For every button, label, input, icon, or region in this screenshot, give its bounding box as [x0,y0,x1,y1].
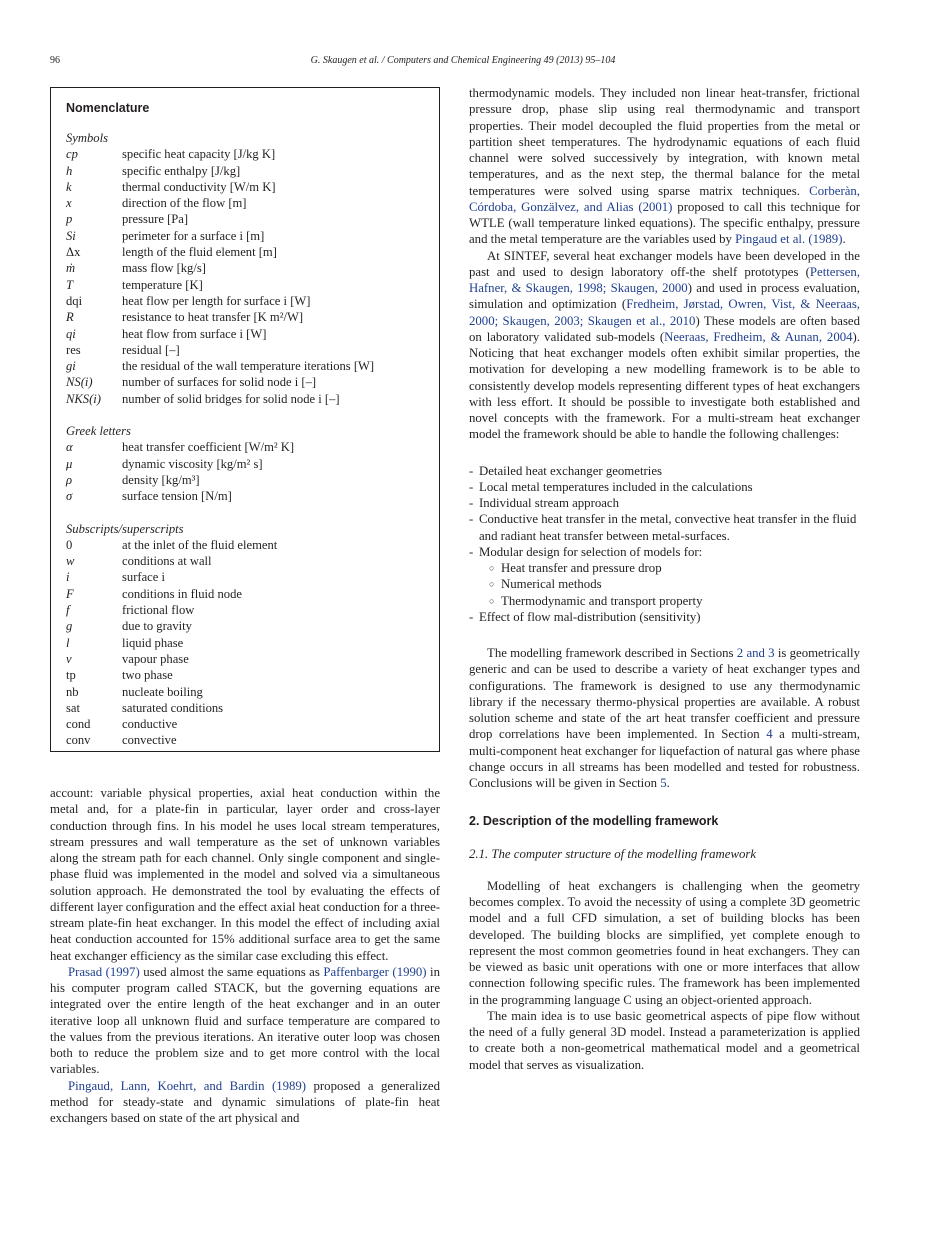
nomenclature-symbol: NS(i) [66,375,93,390]
nomenclature-description: convective [122,733,177,748]
nomenclature-description: direction of the flow [m] [122,196,247,211]
nomenclature-row [66,374,424,390]
sublist-item: ○ Heat transfer and pressure drop [489,561,662,575]
nomenclature-description: two phase [122,668,173,683]
paragraph: thermodynamic models. They included non linear heat-transfer, frictional pressure drop, phase slip using real thermodynamic and transport properties. Their model decoupled the fluid properties from the metal or partition sheet temperatures. The hydrodynamic equations of each fluid channel were solved successively by integration, with known metal temperatures, and as the next step, the thermal balance for the metal temperatures were solved using sparse matrix techniques. Corberàn, Córdoba, Gonzälvez, and Alias (2001) proposed to call this technique for WTLE (wall temperature linked equations). The specific enthalpy, pressure and the metal temperature are the variables used by Pingaud et al. (1989). [469,86,860,247]
symbols-heading: Symbols [66,131,108,145]
nomenclature-row [66,456,424,472]
list-item: - Individual stream approach [469,496,620,510]
section-heading: 2. Description of the modelling framework [469,814,719,829]
nomenclature-row [66,326,424,342]
nomenclature-row [66,569,424,585]
nomenclature-symbol: 0 [66,537,73,552]
nomenclature-row [66,293,424,309]
nomenclature-description: specific heat capacity [J/kg K] [122,147,276,162]
greek-heading: Greek letters [66,424,131,439]
challenge-list [469,463,860,626]
nomenclature-description: at the inlet of the fluid element [122,537,278,552]
nomenclature-symbol: dqi [66,293,83,308]
nomenclature-row [66,553,424,569]
nomenclature-symbol: sat [66,700,80,715]
citation-link[interactable]: Fredheim, Jørstad, Owren, Vist, & Neeraas, 2000; Skaugen, 2003; Skaugen et al., 2010 [469,297,860,328]
list-item: - Effect of flow mal-distribution (sensitivity) [469,609,701,624]
nomenclature-description: pressure [Pa] [122,212,189,227]
nomenclature-symbol: ṁ [66,261,76,276]
nomenclature-row [66,277,424,293]
nomenclature-description: number of solid bridges for solid node i [–] [122,391,340,406]
nomenclature-row [66,391,424,407]
nomenclature-description: specific enthalpy [J/kg] [122,163,241,178]
nomenclature-description: surface tension [N/m] [122,489,232,504]
nomenclature-symbol: k [66,179,72,194]
citation-link[interactable]: Paffenbarger (1990) [323,964,427,979]
nomenclature-description: nucleate boiling [122,684,203,699]
page-header [50,55,876,71]
nomenclature-description: due to gravity [122,619,192,634]
nomenclature-row [66,732,424,748]
nomenclature-symbol: tp [66,668,76,683]
section-link[interactable]: 2 and 3 [736,646,775,660]
nomenclature-row [66,602,424,618]
nomenclature-row [66,700,424,716]
nomenclature-description: conditions at wall [122,554,212,569]
section-link[interactable]: 4 [766,727,773,742]
page-number: 96 [50,55,60,66]
nomenclature-description: length of the fluid element [m] [122,245,277,260]
nomenclature-description: thermal conductivity [W/m K] [122,179,276,194]
nomenclature-description: vapour phase [122,651,189,666]
symbols-list [66,146,424,407]
nomenclature-symbol: x [66,196,72,211]
list-item: - Local metal temperatures included in the calculations [469,479,753,494]
nomenclature-description: conditions in fluid node [122,586,242,601]
nomenclature-row [66,618,424,634]
nomenclature-description: mass flow [kg/s] [122,261,206,276]
nomenclature-row [66,586,424,602]
paragraph: The main idea is to use basic geometrical aspects of pipe flow without the need of a fully general 3D model. Instead a parameterization is applied to create both a non-geometrical mathematical model and a geometrical model that serves as visualization. [469,1008,860,1072]
nomenclature-row [66,146,424,162]
nomenclature-description: conductive [122,717,178,732]
right-column-text [469,85,860,1073]
nomenclature-symbol: p [66,212,73,227]
nomenclature-row [66,179,424,195]
nomenclature-description: surface i [122,570,166,585]
running-title: G. Skaugen et al. / Computers and Chemical Engineering 49 (2013) 95–104 [310,55,616,66]
paragraph: The modelling framework described in Sections 2 and 3 is geometrically generic and can be used to describe a variety of heat exchanger types and configurations. The framework is designed to use any thermodynamic library if the necessary thermo-physical properties are available. A robust solution scheme and state of the art heat transfer coefficient and pressure drop correlations have been implemented. In Section 4 a multi-stream, multi-component heat exchanger for liquefaction of natural gas where phase change occurs in all streams has been modelled and tested for robustness. Conclusions will be given in Section 5. [469,646,860,790]
nomenclature-symbol: gi [66,359,76,374]
nomenclature-description: heat transfer coefficient [W/m² K] [122,440,295,455]
model-sublist [479,560,860,609]
nomenclature-symbol: v [66,651,72,666]
nomenclature-symbol: w [66,554,75,569]
nomenclature-description: perimeter for a surface i [m] [122,228,265,243]
citation-link[interactable]: Neeraas, Fredheim, & Aunan, 2004 [664,329,853,344]
nomenclature-row [66,342,424,358]
nomenclature-row [66,309,424,325]
nomenclature-symbol: α [66,440,73,455]
nomenclature-row [66,211,424,227]
nomenclature-description: the residual of the wall temperature iterations [W] [122,359,375,374]
subsection-heading: 2.1. The computer structure of the modelling framework [469,846,757,861]
nomenclature-description: number of surfaces for solid node i [–] [122,375,317,390]
nomenclature-row [66,716,424,732]
nomenclature-symbol: ρ [66,472,73,487]
nomenclature-row [66,195,424,211]
nomenclature-symbol: Δx [66,245,81,260]
nomenclature-description: heat flow per length for surface i [W] [122,293,311,308]
citation-link[interactable]: Prasad (1997) [68,964,140,979]
nomenclature-symbol: i [66,570,70,585]
nomenclature-symbol: cond [66,717,91,732]
citation-link[interactable]: Pettersen, Hafner, & Skaugen, 1998; Skaugen, 2000 [469,264,860,295]
citation-link[interactable]: Corberàn, Córdoba, Gonzälvez, and Alias (2001) [469,183,860,214]
paragraph: At SINTEF, several heat exchanger models have been developed in the past and used to design laboratory off-the shelf prototypes (Pettersen, Hafner, & Skaugen, 1998; Skaugen, 2000) and used in process evaluation, simulation and optimization (Fredheim, Jørstad, Owren, Vist, & Neeraas, 2000; Skaugen, 2003; Skaugen et al., 2010) These models are often based on laboratory validated sub-models (Neeraas, Fredheim, & Aunan, 2004). Noticing that heat exchanger models often exhibit similar properties, the motivation for developing a new modelling framework is to be able to consistently develop models representing different types of heat exchangers with less effort. It should be possible to investigate both established and novel concepts with the framework. For a multi-stream heat exchanger model the framework should be able to handle the following challenges: [469,248,861,442]
section-link[interactable]: 5 [660,776,667,790]
nomenclature-row [66,163,424,179]
nomenclature-symbol: NKS(i) [66,391,101,406]
nomenclature-row [66,439,424,455]
nomenclature-symbol: res [66,342,81,357]
nomenclature-symbol: nb [66,684,79,699]
citation-link[interactable]: Pingaud, Lann, Koehrt, and Bardin (1989) [68,1078,307,1093]
nomenclature-box [50,87,440,752]
paragraph: Pingaud, Lann, Koehrt, and Bardin (1989) proposed a generalized method for steady-state and dynamic simulations of plate-fin heat exchangers based on state of the art physical and [50,1078,440,1125]
nomenclature-row [66,472,424,488]
nomenclature-symbol: qi [66,326,76,341]
nomenclature-description: frictional flow [122,603,195,618]
nomenclature-row [66,684,424,700]
list-item: - Conductive heat transfer in the metal, convective heat transfer in the fluid and radiant heat transfer between metal-surfaces. [469,512,857,543]
paragraph: Prasad (1997) used almost the same equations as Paffenbarger (1990) in his computer program called STACK, but the governing equations are integrated over the entire length of the heat exchanger and in an outer iterative loop all unknown fluid and surface temperature are compared to the values from the previous iterations. An iterative outer loop was chosen both to reduce the problem size and to get more control with the local variables. [50,964,440,1077]
nomenclature-row [66,358,424,374]
nomenclature-symbol: Si [66,228,76,243]
nomenclature-description: dynamic viscosity [kg/m² s] [122,456,263,471]
nomenclature-row [66,635,424,651]
nomenclature-symbol: cp [66,147,78,162]
nomenclature-symbol: l [66,635,70,650]
nomenclature-row [66,667,424,683]
subscripts-heading: Subscripts/superscripts [66,521,184,536]
nomenclature-row [66,228,424,244]
nomenclature-description: liquid phase [122,635,184,650]
nomenclature-row [66,651,424,667]
nomenclature-symbol: σ [66,489,73,504]
nomenclature-symbol: T [66,277,74,292]
nomenclature-description: saturated conditions [122,700,224,715]
paragraph: account: variable physical properties, axial heat conduction within the metal and, for a plate-fin in particular, layer order and cross-layer conduction through fins. In his model he uses local stream temperatures, stream pressures and wall temperature as the set of unknown variables along the stream path for each channel. Only single component and single-phase fluid was implemented in the model and solved via a simultaneous solution approach. He demonstrated the tool by evaluating the effects of different layer configuration and the effect axial heat conduction for a three-stream plate-fin heat exchanger. In this model the effect of including axial heat conduction accounted for 15% additional surface area to get the same heat exchanger efficiency as the similar case excluding this effect. [50,786,441,963]
nomenclature-symbol: R [66,310,74,325]
nomenclature-row [66,488,424,504]
nomenclature-symbol: conv [66,733,91,748]
nomenclature-row [66,260,424,276]
paragraph: Modelling of heat exchangers is challenging when the geometry becomes complex. To avoid the necessity of using a complete 3D geometric model and a full CFD simulation, a set of building blocks has been developed. The building blocks are simplified, yet complete enough to represent the most common geometries found in heat exchangers. They can be viewed as basic unit operations with one or more interfaces that allow connection following specific rules. The framework has been implemented in the programming language C using an object-oriented approach. [469,878,860,1007]
nomenclature-symbol: h [66,163,73,178]
list-item: - Modular design for selection of models for: ○ Heat transfer and pressure drop ○ Numerical methods ○ Thermodynamic and transport property [469,544,860,609]
nomenclature-symbol: g [66,619,73,634]
nomenclature-symbol: f [66,603,70,618]
citation-link[interactable]: Pingaud et al. (1989) [735,232,843,247]
nomenclature-symbol: F [66,586,74,601]
greek-list [66,439,424,504]
nomenclature-row [66,537,424,553]
left-column-text [50,785,440,1126]
nomenclature-description: heat flow from surface i [W] [122,326,267,341]
nomenclature-symbol: μ [66,456,73,471]
nomenclature-description: resistance to heat transfer [K m²/W] [122,310,304,325]
nomenclature-description: residual [–] [122,342,180,357]
nomenclature-title: Nomenclature [66,101,150,115]
subscripts-list [66,537,424,749]
nomenclature-description: density [kg/m³] [122,472,200,487]
sublist-item: ○ Numerical methods [489,577,602,592]
sublist-item: ○ Thermodynamic and transport property [489,593,703,608]
list-item: - Detailed heat exchanger geometries [469,463,662,478]
nomenclature-row [66,244,424,260]
nomenclature-description: temperature [K] [122,277,203,292]
